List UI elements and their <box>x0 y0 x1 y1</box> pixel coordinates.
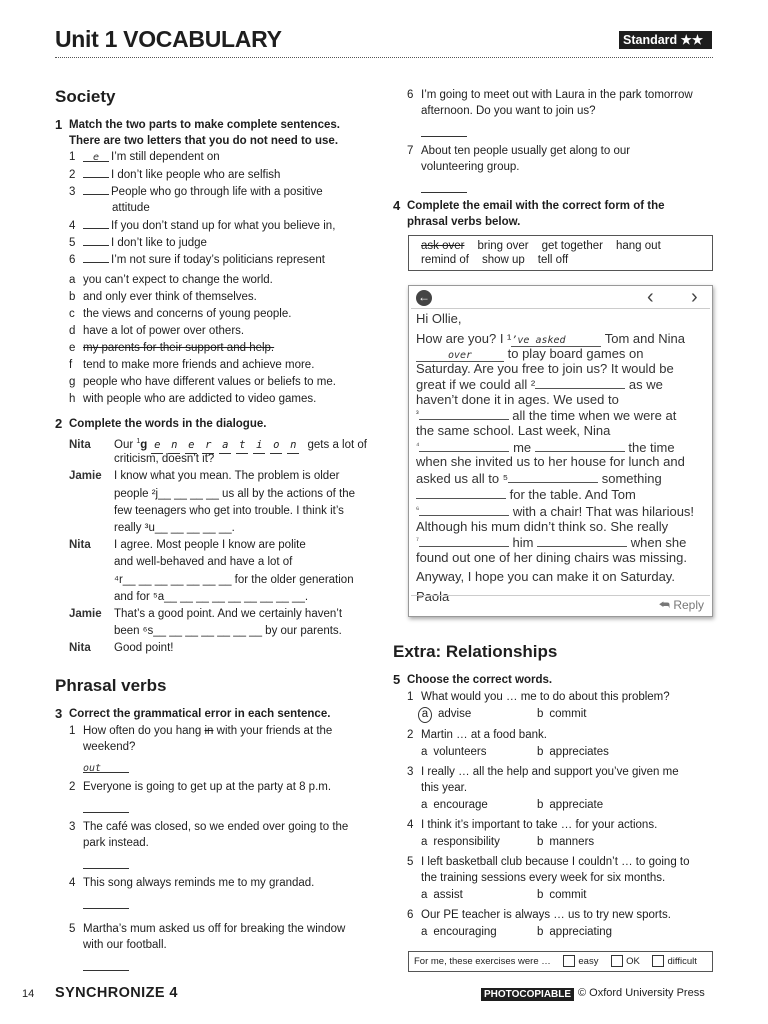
email-text: How are you? I ¹ <box>416 330 512 346</box>
choice-item <box>407 727 717 760</box>
email-line: when she invited us to her house for lunch and <box>416 454 685 470</box>
exercise-instruction <box>69 117 340 149</box>
dialogue-line <box>69 589 389 606</box>
option-letter: a <box>421 889 428 901</box>
question-text: Martin … at a food bank. <box>421 729 547 741</box>
list-item <box>69 166 389 183</box>
page-number: 14 <box>22 988 35 1000</box>
email-text: as we <box>628 377 663 393</box>
section-heading-phrasal-verbs: Phrasal verbs <box>55 676 167 695</box>
instruction-line: phrasal verbs below. <box>407 216 521 228</box>
dialogue-text: I agree. Most people I know are polite <box>114 539 306 552</box>
exercise-instruction: Complete the words in the dialogue. <box>69 418 267 430</box>
word-option: tell off <box>537 254 569 266</box>
answer-letter: n <box>287 437 299 454</box>
option-letter: b <box>537 746 544 758</box>
choice-options <box>421 924 717 940</box>
dialogue-text: Our <box>114 438 137 451</box>
option-item <box>69 289 389 306</box>
item-text: I’m going to meet out with Laura in the park tomorrow <box>421 89 693 101</box>
superscript: 1 <box>136 438 141 445</box>
correction-items-list <box>69 723 389 977</box>
email-text: Tom and Nina <box>604 330 685 346</box>
option-text: you can’t expect to change the world. <box>83 274 273 286</box>
option-a[interactable] <box>421 797 537 813</box>
answer-line[interactable] <box>83 798 129 813</box>
email-text: something <box>601 470 662 486</box>
choice-item <box>407 689 717 723</box>
word-row <box>421 252 581 268</box>
checkbox-label: difficult <box>667 956 697 967</box>
correction-item <box>407 87 717 137</box>
email-body <box>416 312 708 605</box>
answer-text: out <box>83 763 102 774</box>
choice-options <box>421 706 717 723</box>
answer-line[interactable] <box>83 854 129 869</box>
item-text: volunteering group. <box>421 161 520 173</box>
answer-blank[interactable] <box>83 251 109 263</box>
dialogue-line <box>69 520 389 537</box>
option-letter: g <box>69 376 76 388</box>
answer-line[interactable] <box>83 894 129 909</box>
dialogue-text: criticism, doesn’t it? <box>114 453 215 466</box>
dialogue-text: gets a lot of <box>304 438 367 451</box>
option-text: tend to make more friends and achieve more. <box>83 359 315 371</box>
email-line <box>416 534 708 551</box>
dialogue-line <box>69 537 389 554</box>
option-text: encouraging <box>433 926 497 938</box>
option-item <box>69 340 389 357</box>
item-text: If you don’t stand up for what you believe in, <box>111 220 336 232</box>
answer-letter: t <box>236 437 248 454</box>
item-number: 5 <box>69 923 76 935</box>
list-item <box>69 200 389 217</box>
item-number: 3 <box>407 766 414 778</box>
answer-letter: e <box>185 437 197 454</box>
question-text: this year. <box>421 782 468 794</box>
checkbox-difficult[interactable] <box>652 955 664 967</box>
choice-options <box>421 887 717 903</box>
email-text: all the time when we were at <box>512 408 677 424</box>
checkbox-easy[interactable] <box>563 955 575 967</box>
exercise-number: 3 <box>55 706 63 721</box>
speaker-name: Jamie <box>69 607 102 620</box>
item-number: 6 <box>407 909 414 921</box>
dialogue-text: been ⁶s__ __ __ __ __ __ __ by our parents. <box>114 625 342 638</box>
dialogue-line <box>69 486 389 503</box>
speaker-name: Nita <box>69 642 91 655</box>
word-option: ask over <box>421 240 465 252</box>
option-text: volunteers <box>433 746 487 758</box>
answer-blank[interactable] <box>83 217 109 229</box>
answer-line[interactable] <box>83 758 129 773</box>
item-number: 1 <box>69 151 76 163</box>
option-letter: a <box>421 746 428 758</box>
publisher-credit: © Oxford University Press <box>578 987 705 999</box>
item-number: 4 <box>407 819 414 831</box>
dialogue-line <box>69 554 389 571</box>
checkbox-ok[interactable] <box>611 955 623 967</box>
feedback-label: For me, these exercises were … <box>414 956 551 967</box>
back-arrow-icon[interactable]: ← <box>418 290 430 304</box>
answer-blank[interactable]: e <box>83 150 109 162</box>
option-letter: a <box>421 836 428 848</box>
email-greeting: Hi Ollie, <box>416 311 462 326</box>
answer-line[interactable] <box>421 122 467 137</box>
feedback-box <box>408 951 713 972</box>
dialogue-text: few teenagers who get into trouble. I think it’s <box>114 504 344 517</box>
option-text: appreciate <box>549 799 604 811</box>
answer-line[interactable] <box>421 178 467 193</box>
answer-blank[interactable] <box>151 439 304 451</box>
option-text: and only ever think of themselves. <box>83 291 257 303</box>
dialogue-line <box>69 606 389 623</box>
option-text: assist <box>433 889 463 901</box>
option-b[interactable] <box>537 889 586 901</box>
option-b[interactable] <box>537 926 612 938</box>
speaker-name: Nita <box>69 539 91 552</box>
dialogue-text: That’s a good point. And we certainly haven’t <box>114 607 343 620</box>
item-text: with our football. <box>83 939 167 951</box>
email-line: haven’t done it in ages. We used to <box>416 391 619 407</box>
option-item <box>69 374 389 391</box>
dialogue-text: and for ⁵a__ __ __ __ __ __ __ __ __. <box>114 590 309 603</box>
option-item <box>69 323 389 340</box>
checkbox-label: easy <box>578 956 599 967</box>
email-line <box>416 407 708 424</box>
dialogue-text: I know what you mean. The problem is older <box>114 470 340 483</box>
option-letter: c <box>69 308 75 320</box>
dialogue-text: people ²j__ __ __ __ us all by the actions of the <box>114 487 356 500</box>
word-option: get together <box>541 240 603 252</box>
first-letter: g <box>140 438 148 451</box>
superscript: ³ <box>416 409 419 419</box>
option-a[interactable] <box>421 924 537 940</box>
checkbox-label: OK <box>626 956 640 967</box>
chevron-left-icon[interactable]: ‹ <box>647 286 654 308</box>
item-number: 3 <box>69 821 76 833</box>
superscript: ⁷ <box>416 536 419 546</box>
email-text: me <box>513 439 532 455</box>
option-b[interactable] <box>537 708 586 720</box>
option-letter: b <box>537 708 544 720</box>
answer-blank[interactable] <box>508 470 598 483</box>
answer-blank[interactable] <box>419 407 509 420</box>
email-line <box>416 486 708 503</box>
choice-items-list <box>407 689 717 944</box>
answer-letter: e <box>151 437 163 454</box>
email-line: found out one of her dining chairs was missing. <box>416 549 687 565</box>
answer-blank[interactable] <box>83 183 109 195</box>
option-letter: e <box>69 342 76 354</box>
reply-icon: ⮪ <box>658 598 670 612</box>
answer-blank[interactable] <box>419 534 509 547</box>
item-text <box>83 723 389 739</box>
item-text: The café was closed, so we ended over going to the <box>83 821 349 833</box>
item-number: 2 <box>69 781 76 793</box>
exercise-number: 1 <box>55 117 63 132</box>
email-line <box>416 503 708 520</box>
photocopiable-badge: PHOTOCOPIABLE <box>481 988 574 1001</box>
option-letter: b <box>537 799 544 811</box>
option-letter: d <box>69 325 76 337</box>
question-text: Our PE teacher is always … us to try new sports. <box>421 909 671 921</box>
match-items-list <box>69 149 389 268</box>
answer-blank[interactable] <box>537 534 627 547</box>
email-line <box>416 347 708 362</box>
item-text: afternoon. Do you want to join us? <box>421 105 596 117</box>
word-option: remind of <box>421 254 469 266</box>
brand-logo: SYNCHRONIZE 4 <box>55 985 178 1001</box>
choice-item <box>407 854 717 903</box>
option-item <box>69 391 389 408</box>
exercise-number: 2 <box>55 416 63 431</box>
item-number: 1 <box>407 691 414 703</box>
email-divider <box>411 308 710 309</box>
option-text: people who have different values or beliefs to me. <box>83 376 336 388</box>
answer-blank[interactable] <box>83 166 109 178</box>
page-title: Unit 1 VOCABULARY <box>55 26 282 52</box>
option-item <box>69 272 389 289</box>
answer-blank[interactable] <box>535 376 625 389</box>
item-text: About ten people usually get along to our <box>421 145 631 157</box>
option-text: manners <box>549 836 595 848</box>
item-number: 3 <box>69 186 76 198</box>
option-letter: a <box>69 274 76 286</box>
option-letter: b <box>537 836 544 848</box>
email-line <box>416 376 708 393</box>
option-text: advise <box>438 708 472 720</box>
item-number: 5 <box>407 856 414 868</box>
option-item <box>69 306 389 323</box>
option-text: the views and concerns of young people. <box>83 308 292 320</box>
option-letter: f <box>69 359 73 371</box>
list-item <box>69 251 389 268</box>
dialogue-line <box>69 623 389 640</box>
item-number: 1 <box>69 725 76 737</box>
option-letter: a <box>421 799 428 811</box>
item-number: 2 <box>407 729 414 741</box>
chevron-right-icon[interactable]: › <box>691 286 698 308</box>
dialogue-text: and well-behaved and have a lot of <box>114 556 293 569</box>
instruction-line: Match the two parts to make complete sentences. <box>69 119 340 131</box>
superscript: ⁶ <box>416 504 420 514</box>
option-a[interactable] <box>421 887 537 903</box>
option-letter: b <box>537 926 544 938</box>
email-text: when she <box>630 535 687 551</box>
header-divider <box>55 57 713 58</box>
email-line: Anyway, I hope you can make it on Saturday. <box>416 569 675 585</box>
choice-options <box>421 797 717 813</box>
email-line: Saturday. Are you free to join us? It would be <box>416 360 674 376</box>
answer-blank[interactable] <box>535 439 625 452</box>
email-window <box>408 285 713 617</box>
list-item <box>69 149 389 166</box>
dialogue-line <box>69 468 389 485</box>
word-option: hang out <box>616 240 661 252</box>
item-text: Martha’s mum asked us off for breaking the window <box>83 923 346 935</box>
word-box <box>408 235 713 271</box>
correction-item <box>69 875 389 909</box>
option-letter: a <box>418 707 432 723</box>
question-text: I think it’s important to take … for your actions. <box>421 819 658 831</box>
answer-letter: n <box>168 437 180 454</box>
item-text: I’m still dependent on <box>111 151 220 163</box>
option-text: appreciates <box>549 746 609 758</box>
item-number: 6 <box>69 254 76 266</box>
item-number: 4 <box>69 877 76 889</box>
option-text: encourage <box>433 799 488 811</box>
instruction-line: Complete the email with the correct form of the <box>407 200 665 212</box>
item-text: This song always reminds me to my grandad. <box>83 877 315 889</box>
answer-letter: r <box>202 437 214 454</box>
option-a[interactable] <box>421 744 537 760</box>
choice-item <box>407 907 717 940</box>
list-item <box>69 217 389 234</box>
option-letter: b <box>69 291 76 303</box>
option-text: my parents for their support and help. <box>83 342 275 354</box>
item-text: People who go through life with a positive <box>111 186 323 198</box>
item-text-part: How often do you hang <box>83 725 205 737</box>
email-line <box>416 439 708 456</box>
item-text: Everyone is going to get up at the party at 8 p.m. <box>83 781 332 793</box>
exercise-instruction <box>407 198 665 230</box>
answer-blank[interactable]: ’ve asked <box>511 334 601 347</box>
list-item <box>69 234 389 251</box>
option-text: responsibility <box>433 836 500 848</box>
item-text: I don’t like people who are selfish <box>111 169 281 181</box>
dialogue-line <box>69 503 389 520</box>
answer-blank[interactable] <box>419 503 509 516</box>
dialogue-text: Good point! <box>114 642 174 655</box>
list-item <box>69 183 389 200</box>
email-footer-divider <box>411 595 710 596</box>
email-text: him <box>512 535 534 551</box>
section-heading-society: Society <box>55 87 116 106</box>
choice-item <box>407 764 717 813</box>
email-line: the same school. Last week, Nina <box>416 422 611 438</box>
question-text: I left basketball club because I couldn’t … to going to <box>421 856 690 868</box>
level-badge: Standard ★★ <box>619 31 712 49</box>
item-number: 6 <box>407 89 414 101</box>
option-text: commit <box>549 708 587 720</box>
question-text: I really … all the help and support you’ve given me <box>421 766 679 778</box>
dialogue <box>69 434 389 657</box>
superscript: ⁴ <box>416 440 420 450</box>
correction-item <box>407 143 717 193</box>
dialogue-line <box>69 572 389 589</box>
word-option: show up <box>481 254 525 266</box>
choice-options <box>421 744 717 760</box>
answer-letter: i <box>253 437 265 454</box>
word-option: bring over <box>477 240 529 252</box>
email-text: to play board games on <box>507 345 644 361</box>
question-text: What would you … me to do about this problem? <box>421 691 670 703</box>
correction-items-list-continued <box>407 87 717 199</box>
exercise-instruction: Correct the grammatical error in each sentence. <box>69 708 331 720</box>
item-number: 5 <box>69 237 76 249</box>
dialogue-text: ⁴r__ __ __ __ __ __ __ for the older generation <box>114 573 354 586</box>
option-item <box>69 357 389 374</box>
dialogue-text: really ³u__ __ __ __ __. <box>114 521 235 534</box>
answer-blank[interactable]: over <box>416 349 504 362</box>
option-text: have a lot of power over others. <box>83 325 245 337</box>
exercise-number: 5 <box>393 672 401 687</box>
email-signature: Paola <box>416 588 450 604</box>
item-text: park instead. <box>83 837 149 849</box>
email-text: with a chair! That was hilarious! <box>512 503 695 519</box>
correction-item <box>69 921 389 971</box>
option-letter: b <box>537 889 544 901</box>
email-line <box>416 332 708 347</box>
choice-options <box>421 834 717 850</box>
speaker-name: Nita <box>69 438 91 451</box>
answer-letter: o <box>270 437 282 454</box>
email-line: Although his mum didn’t think so. She really <box>416 518 669 534</box>
option-b[interactable] <box>537 836 594 848</box>
section-heading-extra-relationships: Extra: Relationships <box>393 642 558 661</box>
email-text: for the table. And Tom <box>509 487 636 503</box>
answer-blank[interactable] <box>419 439 509 452</box>
match-options-list <box>69 272 389 408</box>
correction-item <box>69 779 389 813</box>
speaker-name: Jamie <box>69 470 102 483</box>
question-text: the training sessions every week for six months. <box>421 872 666 884</box>
option-letter: a <box>421 926 428 938</box>
option-a[interactable] <box>421 834 537 850</box>
choice-item <box>407 817 717 850</box>
item-text-part: with your friends at the <box>213 725 333 737</box>
reply-label: Reply <box>673 598 704 612</box>
answer-line[interactable] <box>83 956 129 971</box>
option-text: commit <box>549 889 587 901</box>
item-text: I don’t like to judge <box>111 237 207 249</box>
exercise-instruction: Choose the correct words. <box>407 674 553 686</box>
reply-button[interactable] <box>659 598 704 613</box>
email-text: the time <box>628 439 675 455</box>
option-text: with people who are addicted to video games. <box>83 393 317 405</box>
option-b[interactable] <box>537 799 603 811</box>
item-text: weekend? <box>83 741 136 753</box>
item-number: 7 <box>407 145 414 157</box>
item-number: 4 <box>69 220 76 232</box>
answer-letter: a <box>219 437 231 454</box>
option-b[interactable] <box>537 746 609 758</box>
dialogue-line <box>69 434 389 451</box>
item-text: attitude <box>112 202 150 214</box>
item-text: I’m not sure if today’s politicians represent <box>111 254 325 266</box>
email-text: great if we could all ² <box>416 377 536 393</box>
dialogue-line <box>69 640 389 657</box>
instruction-line: There are two letters that you do not need to use. <box>69 135 339 147</box>
item-number: 2 <box>69 169 76 181</box>
answer-blank[interactable] <box>416 486 506 499</box>
answer-blank[interactable] <box>83 234 109 246</box>
option-text: appreciating <box>549 926 613 938</box>
option-letter: h <box>69 393 76 405</box>
correction-item <box>69 723 389 773</box>
email-line <box>416 470 708 487</box>
struck-word: in <box>204 725 214 737</box>
email-text: asked us all to ⁵ <box>416 470 509 486</box>
correction-item <box>69 819 389 869</box>
exercise-number: 4 <box>393 198 401 213</box>
option-a[interactable] <box>421 706 537 723</box>
